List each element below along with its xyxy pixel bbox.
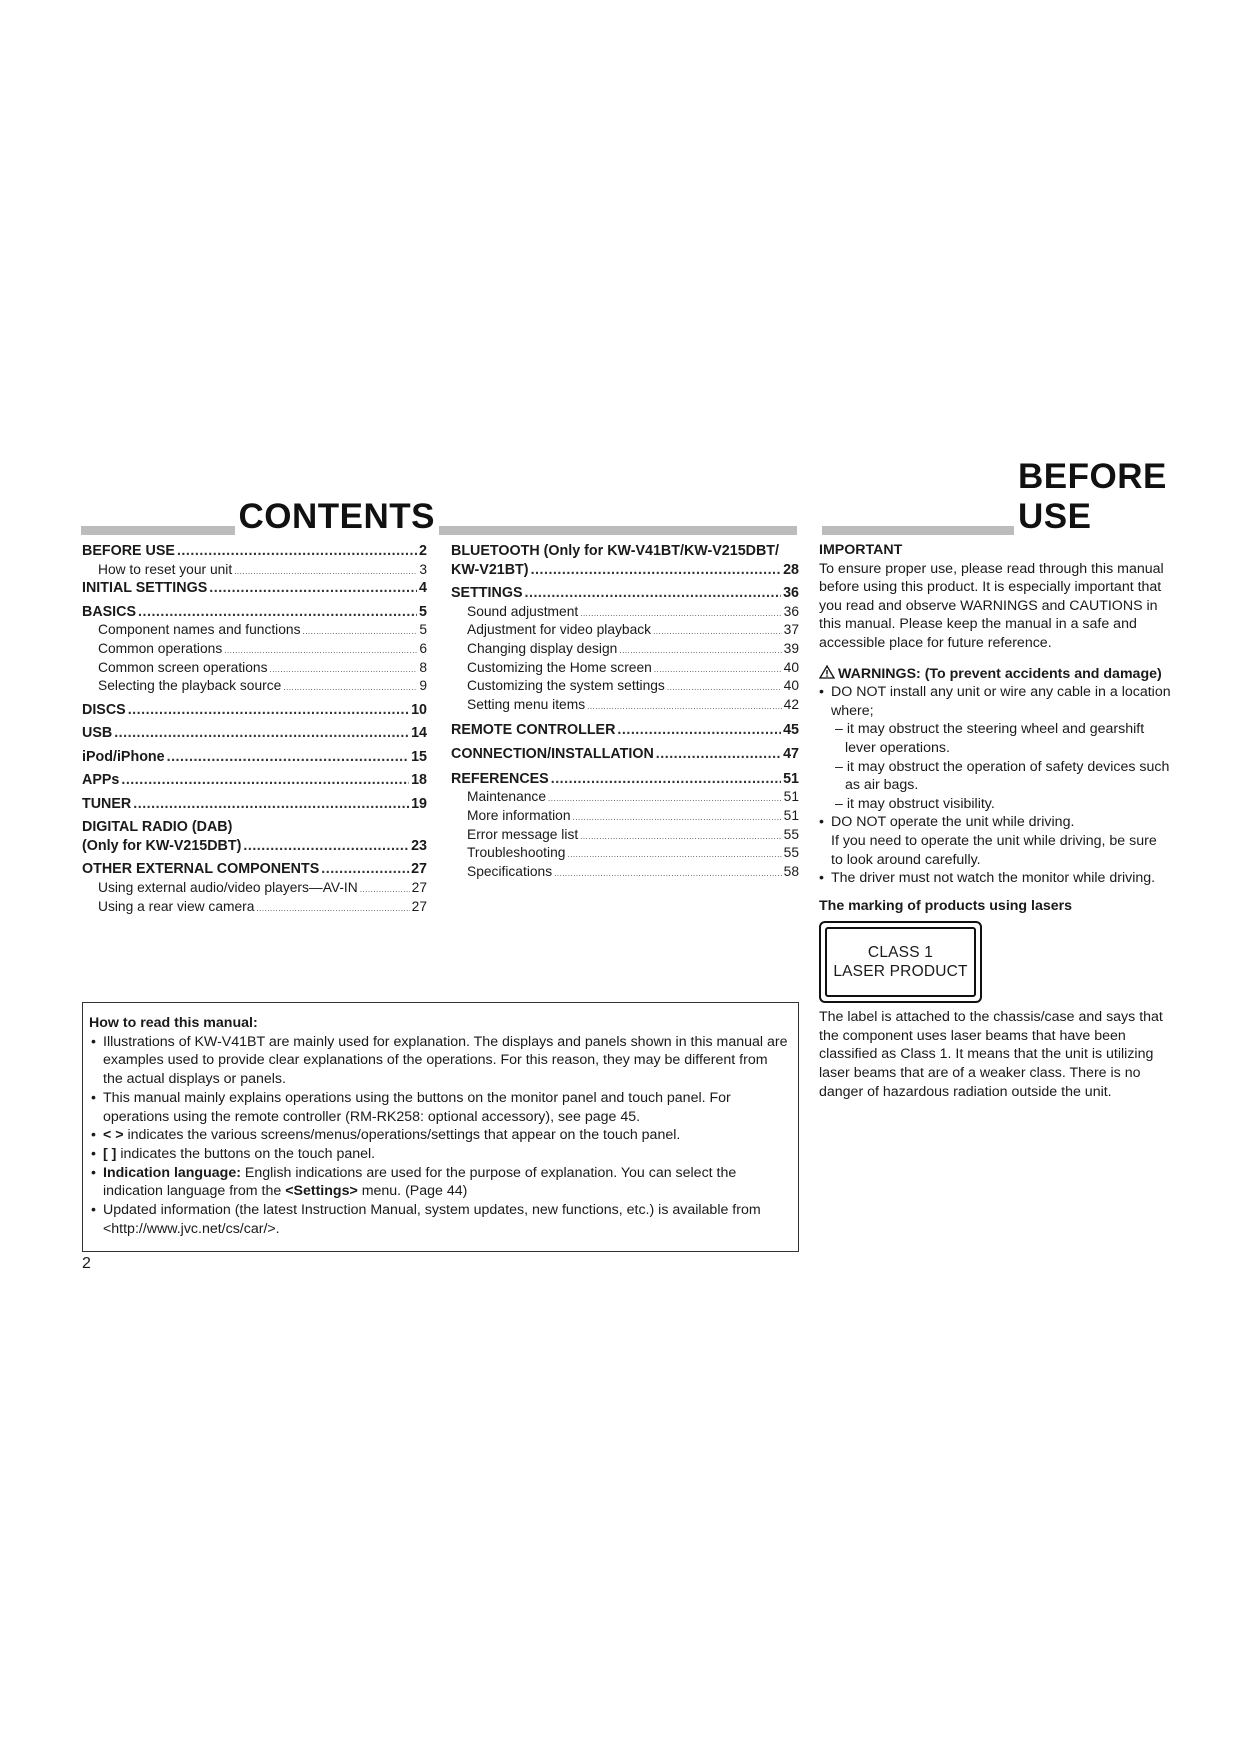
toc-page: 4 — [419, 580, 427, 597]
toc-leader — [302, 627, 417, 636]
before-use-column — [819, 541, 1171, 1101]
item-bold: < > — [103, 1127, 124, 1144]
toc-leader — [567, 850, 781, 859]
toc-leader — [128, 702, 409, 718]
toc-leader — [121, 772, 409, 788]
toc-left-column — [82, 543, 427, 917]
toc-leader — [360, 885, 410, 894]
page-number: 2 — [82, 1255, 91, 1272]
toc-page: 51 — [783, 789, 799, 805]
toc-entry[interactable] — [451, 543, 799, 580]
toc-entry[interactable] — [82, 796, 427, 815]
toc-label: More information — [467, 807, 571, 823]
toc-entry[interactable] — [451, 660, 799, 679]
toc-page: 42 — [783, 696, 799, 712]
toc-leader — [587, 702, 782, 711]
toc-label: CONNECTION/INSTALLATION — [451, 746, 654, 763]
toc-entry[interactable] — [82, 861, 427, 880]
toc-label: Component names and functions — [98, 622, 301, 638]
toc-label: TUNER — [82, 795, 132, 812]
toc-page: 37 — [783, 622, 799, 638]
toc-page: 3 — [419, 561, 427, 577]
laser-heading: The marking of products using lasers — [819, 897, 1073, 914]
warning-dash-item: – it may obstruct visibility. — [835, 795, 995, 812]
toc-entry[interactable] — [82, 725, 427, 744]
toc-leader — [617, 722, 781, 738]
laser-text: The label is attached to the chassis/case and says that the component uses laser beams that have been classified as Class 1. It means that the unit is utilizing laser beams that are of a weaker class. There is no danger of hazardous radiation outside the unit. — [819, 1009, 1163, 1100]
toc-leader — [177, 543, 417, 559]
toc-leader — [209, 580, 417, 596]
toc-leader — [133, 796, 409, 812]
toc-page: 55 — [783, 845, 799, 861]
toc-leader — [243, 838, 409, 854]
how-to-read-item — [89, 1145, 788, 1164]
toc-leader — [551, 771, 781, 787]
toc-leader — [653, 627, 782, 636]
toc-page: 15 — [411, 748, 427, 765]
contents-header-rule — [81, 526, 797, 535]
toc-leader — [138, 604, 417, 620]
toc-leader — [321, 861, 409, 877]
toc-entry[interactable] — [82, 899, 427, 918]
toc-entry[interactable] — [82, 622, 427, 641]
toc-entry[interactable] — [451, 789, 799, 808]
toc-leader — [580, 609, 781, 618]
toc-leader — [256, 904, 409, 913]
toc-entry[interactable] — [451, 697, 799, 716]
toc-page: 36 — [783, 603, 799, 619]
toc-entry[interactable] — [82, 660, 427, 679]
important-text: To ensure proper use, please read through this manual before using this product. It is especially important that you read and observe WARNINGS and CAUTIONS in this manual. Please keep the manual in a safe and accessible place for future reference. — [819, 560, 1164, 651]
toc-page: 40 — [783, 659, 799, 675]
laser-label-line1: CLASS 1 — [867, 944, 934, 962]
item-text: indicates the buttons on the touch panel. — [116, 1145, 376, 1162]
toc-page: 23 — [411, 837, 427, 854]
toc-label: BLUETOOTH (Only for KW-V41BT/KW-V215DBT/ — [451, 543, 780, 559]
toc-leader — [580, 832, 781, 841]
toc-leader — [656, 746, 781, 762]
toc-label: iPod/iPhone — [82, 748, 165, 765]
warnings-heading-text: WARNINGS: (To prevent accidents and damage) — [838, 665, 1162, 682]
toc-entry[interactable] — [451, 604, 799, 623]
warning-bullet: • DO NOT install any unit or wire any cable in a location where; — [819, 683, 1171, 720]
toc-leader — [114, 725, 409, 741]
item-text: indicates the various screens/menus/operations/settings that appear on the touch panel. — [123, 1127, 681, 1144]
toc-page: 27 — [411, 879, 427, 895]
toc-leader — [667, 683, 782, 692]
toc-entry[interactable] — [82, 678, 427, 697]
item-text: English indications are used for the purpose of explanation. You can select the indication language from the — [103, 1164, 737, 1200]
toc-entry[interactable] — [82, 702, 427, 721]
toc-label: Customizing the system settings — [467, 678, 665, 694]
warning-bullet: • The driver must not watch the monitor while driving. — [819, 869, 1171, 888]
toc-label: APPs — [82, 772, 120, 789]
toc-entry[interactable] — [82, 580, 427, 599]
toc-label: Using external audio/video players—AV-IN — [98, 879, 358, 895]
toc-page: 39 — [783, 640, 799, 656]
toc-label: REMOTE CONTROLLER — [451, 721, 616, 738]
toc-entry[interactable] — [451, 641, 799, 660]
toc-label: DISCS — [82, 701, 126, 718]
toc-page: 36 — [783, 585, 799, 601]
toc-entry[interactable] — [82, 562, 427, 581]
toc-leader — [554, 869, 782, 878]
toc-entry[interactable] — [82, 749, 427, 768]
how-to-read-item: • Updated information (the latest Instruction Manual, system updates, new functions, etc.) is available from <http://www.jvc.net/cs/car/>. — [89, 1201, 788, 1238]
toc-entry[interactable] — [451, 585, 799, 604]
toc-label: OTHER EXTERNAL COMPONENTS — [82, 861, 320, 878]
toc-label: USB — [82, 725, 113, 742]
item-bold: [ ] — [103, 1145, 117, 1162]
toc-label: Maintenance — [467, 789, 547, 805]
toc-label: Common screen operations — [98, 659, 268, 675]
toc-entry[interactable] — [451, 808, 799, 827]
toc-label: Common operations — [98, 640, 223, 656]
toc-label: INITIAL SETTINGS — [82, 580, 208, 597]
toc-leader — [531, 562, 782, 578]
toc-leader — [224, 646, 417, 655]
toc-label: Customizing the Home screen — [467, 659, 652, 675]
toc-page: 51 — [783, 770, 799, 787]
toc-entry[interactable] — [451, 845, 799, 864]
toc-page: 10 — [411, 701, 427, 718]
toc-page: 28 — [783, 561, 799, 578]
toc-entry[interactable] — [451, 771, 799, 790]
toc-label: Sound adjustment — [467, 603, 579, 619]
item-bold: <Settings> — [285, 1183, 358, 1200]
toc-label: BEFORE USE — [82, 543, 175, 559]
toc-page: 40 — [783, 678, 799, 694]
how-to-read-box — [82, 1002, 799, 1252]
how-to-read-heading: How to read this manual: — [89, 1015, 258, 1031]
toc-label: Using a rear view camera — [98, 898, 255, 914]
toc-label: REFERENCES — [451, 770, 549, 787]
toc-leader — [234, 567, 417, 576]
toc-page: 5 — [419, 622, 427, 638]
toc-label: Adjustment for video playback — [467, 622, 652, 638]
warning-bullet: • DO NOT operate the unit while driving. — [819, 813, 1171, 832]
toc-leader — [283, 683, 417, 692]
warning-dash-item: – it may obstruct the steering wheel and gearshift lever operations. — [835, 721, 1145, 756]
how-to-read-item: • Illustrations of KW-V41BT are mainly used for explanation. The displays and panels shown in this manual are examples used to provide clear explanations of the operations. For this reason, they may be different from the actual displays or panels. — [89, 1033, 788, 1089]
toc-leader — [269, 665, 417, 674]
toc-label: Troubleshooting — [467, 845, 566, 861]
warnings-heading — [819, 665, 1171, 684]
toc-label: How to reset your unit — [98, 561, 233, 577]
contents-header — [81, 495, 797, 535]
toc-page: 45 — [783, 721, 799, 738]
toc-page: 5 — [419, 603, 427, 620]
how-to-read-list — [89, 1033, 788, 1239]
toc-page: 55 — [783, 826, 799, 842]
laser-label-line2: LASER PRODUCT — [833, 963, 968, 981]
toc-entry[interactable] — [451, 827, 799, 846]
toc-page: 8 — [419, 659, 427, 675]
toc-entry[interactable] — [82, 819, 427, 856]
toc-entry[interactable] — [451, 722, 799, 741]
toc-leader — [654, 665, 782, 674]
toc-page: 27 — [411, 861, 427, 878]
item-text: menu. (Page 44) — [357, 1183, 468, 1200]
toc-entry[interactable] — [451, 746, 799, 765]
toc-page: 19 — [411, 795, 427, 812]
toc-page: 14 — [411, 725, 427, 742]
toc-page: 9 — [419, 678, 427, 694]
toc-label: Setting menu items — [467, 696, 586, 712]
toc-page: 27 — [411, 898, 427, 914]
toc-entry[interactable] — [82, 604, 427, 623]
toc-leader — [548, 794, 782, 803]
toc-leader — [573, 813, 782, 822]
toc-leader — [167, 749, 409, 765]
toc-label: Changing display design — [467, 640, 618, 656]
how-to-read-item — [89, 1164, 788, 1201]
warning-bullet-continuation: If you need to operate the unit while driving, be sure to look around carefully. — [831, 832, 1157, 868]
toc-label: SETTINGS — [451, 585, 523, 601]
toc-entry[interactable] — [451, 678, 799, 697]
toc-entry[interactable] — [82, 641, 427, 660]
toc-label: Selecting the playback source — [98, 678, 282, 694]
how-to-read-item: • This manual mainly explains operations using the buttons on the monitor panel and touch panel. For operations using the remote controller (RM-RK258: optional accessory), see page 45. — [89, 1089, 788, 1126]
class1-laser-label — [819, 921, 982, 1003]
warning-dash-item: – it may obstruct the operation of safety devices such as air bags. — [835, 758, 1170, 794]
toc-entry[interactable] — [82, 543, 427, 562]
toc-label: Error message list — [467, 826, 579, 842]
toc-label: DIGITAL RADIO (DAB) — [82, 819, 233, 836]
toc-leader — [619, 646, 781, 655]
warning-triangle-icon — [819, 665, 835, 679]
toc-page: 18 — [411, 772, 427, 789]
toc-entry[interactable] — [82, 880, 427, 899]
toc-entry[interactable] — [451, 864, 799, 883]
item-bold: Indication language: — [103, 1164, 241, 1181]
contents-title: CONTENTS — [235, 497, 440, 537]
toc-page: 2 — [419, 543, 427, 559]
toc-leader — [525, 585, 782, 601]
toc-page: 6 — [419, 640, 427, 656]
toc-label-line2: KW-V21BT) — [451, 561, 529, 578]
toc-label-line2: (Only for KW-V215DBT) — [82, 837, 242, 854]
toc-label: Specifications — [467, 863, 553, 879]
toc-middle-column — [451, 543, 799, 883]
important-heading: IMPORTANT — [819, 542, 903, 558]
toc-label: BASICS — [82, 603, 137, 620]
toc-page: 51 — [783, 807, 799, 823]
toc-page: 58 — [783, 863, 799, 879]
before-use-title: BEFORE USE — [1014, 457, 1241, 537]
how-to-read-item — [89, 1126, 788, 1145]
before-use-header — [822, 457, 1241, 536]
toc-entry[interactable] — [451, 622, 799, 641]
toc-page: 47 — [783, 746, 799, 763]
toc-entry[interactable] — [82, 772, 427, 791]
